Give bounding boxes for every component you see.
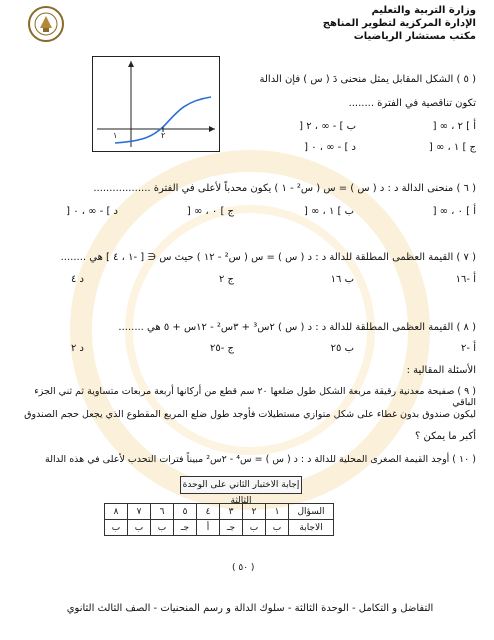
- table-cell: جـ: [174, 520, 197, 536]
- essay-title: الأسئلة المقالية :: [406, 365, 476, 376]
- table-cell: ٤: [197, 504, 220, 520]
- answer-key-table: [104, 503, 334, 536]
- table-cell: ٧: [128, 504, 151, 520]
- table-cell: أ: [197, 520, 220, 536]
- header-department: الإدارة المركزية لتطوير المناهج: [322, 18, 476, 29]
- graph-label-one: ١: [113, 131, 118, 140]
- question-5: ( ٥ ) الشكل المقابل يمثل منحنى دَ ( س ) فإن الدالة: [259, 74, 476, 85]
- question-9-line-2: ليكون صندوق بدون غطاء على شكل متوازي مستطيلات فأوجد طول ضلع المربع المقطوع الذي يجعل حجم الصندوق: [24, 409, 476, 420]
- q6-option-a: ﺃ ] ٠ ، ∞ [: [432, 206, 476, 217]
- question-6: ( ٦ ) منحنى الدالة د : د ( س ) = س ( س² - ١ ) يكون محدباً لأعلى في الفترة ..................: [93, 183, 476, 194]
- table-cell: ١: [266, 504, 289, 520]
- question-8: ( ٨ ) القيمة العظمى المطلقة للدالة د : د ( س ) ٢س³ + ٣س² - ١٢س + ٥ هي ........: [118, 322, 476, 333]
- header-office: مكتب مستشار الرياضيات: [353, 31, 476, 42]
- table-cell: ٨: [105, 504, 128, 520]
- header-block: [276, 4, 476, 43]
- q7-option-d: ﺩ ٤: [70, 274, 84, 285]
- q7-option-a: ﺃ -١٦: [455, 274, 476, 285]
- q8-option-d: ﺩ ٢: [70, 343, 84, 354]
- q7-option-b: ﺏ ١٦: [330, 274, 354, 285]
- graph-plot: [93, 57, 219, 151]
- q6-option-c: ﺝ ] ٠ ، ∞ [: [186, 206, 234, 217]
- question-9-line-1: ( ٩ ) صفيحة معدنية رقيقة مربعة الشكل طول ضلعها ٢٠ سم قطع من أركانها أربعة مربعات متساوية ثم ثني الجزء الباقي: [34, 386, 476, 408]
- q7-option-c: ﺝ ٢: [218, 274, 234, 285]
- page-number: ( ٥٠ ): [232, 563, 255, 573]
- header-ministry: وزارة التربية والتعليم: [371, 5, 476, 16]
- table-cell: ٣: [220, 504, 243, 520]
- q5-option-a: ﺃ ] ٢ ، ∞ [: [432, 121, 476, 132]
- q6-option-b: ﺏ ] ١ ، ∞ [: [303, 206, 354, 217]
- q5-option-d: ﺩ ] - ∞ ، ٠ [: [304, 142, 356, 153]
- question-9-line-3: أكبر ما يمكن ؟: [414, 431, 476, 442]
- table-cell: ٥: [174, 504, 197, 520]
- ministry-logo-icon: [24, 4, 68, 44]
- q8-option-b: ﺏ ٢٥: [330, 343, 354, 354]
- table-cell: ب: [266, 520, 289, 536]
- q8-option-c: ﺝ -٢٥: [210, 343, 234, 354]
- table-cell: ٦: [151, 504, 174, 520]
- q5-option-b: ﺏ ] - ∞ ، ٢ [: [299, 121, 356, 132]
- q8-option-a: ﺃ -٢: [461, 343, 476, 354]
- table-row: [105, 520, 334, 536]
- q6-option-d: ﺩ ] - ∞ ، ٠ [: [66, 206, 118, 217]
- question-label-cell: السؤال: [289, 504, 334, 520]
- table-cell: ب: [128, 520, 151, 536]
- question-10: ( ١٠ ) أوجد القيمة الصغرى المحلية للدالة د : د ( س ) = س⁴ - ٢س² مبيناً فترات التحدب لأعلى في هذه الدالة: [45, 454, 476, 465]
- q5-option-c: ﺝ ] ١ ، ∞ [: [428, 142, 476, 153]
- table-cell: ٢: [243, 504, 266, 520]
- table-cell: ب: [151, 520, 174, 536]
- answer-label-cell: الاجابة: [289, 520, 334, 536]
- question-7: ( ٧ ) القيمة العظمى المطلقة للدالة د : د ( س ) = س ( س² - ١٢ ) حيث س ∈ [ -١ ، ٤ ] هي ........: [60, 252, 476, 263]
- footer: التفاضل و التكامل - الوحدة الثالثة - سلوك الدالة و رسم المنحنيات - الصف الثالث الثانوي: [66, 603, 434, 614]
- table-cell: جـ: [220, 520, 243, 536]
- derivative-graph: [92, 56, 220, 152]
- question-5-cont: تكون تناقصية في الفترة ........: [348, 98, 476, 109]
- table-cell: ب: [243, 520, 266, 536]
- table-cell: ب: [105, 520, 128, 536]
- table-row: [105, 504, 334, 520]
- answer-key-title: إجابة الاختبار الثاني على الوحدة الثالثة: [180, 476, 302, 494]
- graph-label-two: ٢: [161, 131, 166, 140]
